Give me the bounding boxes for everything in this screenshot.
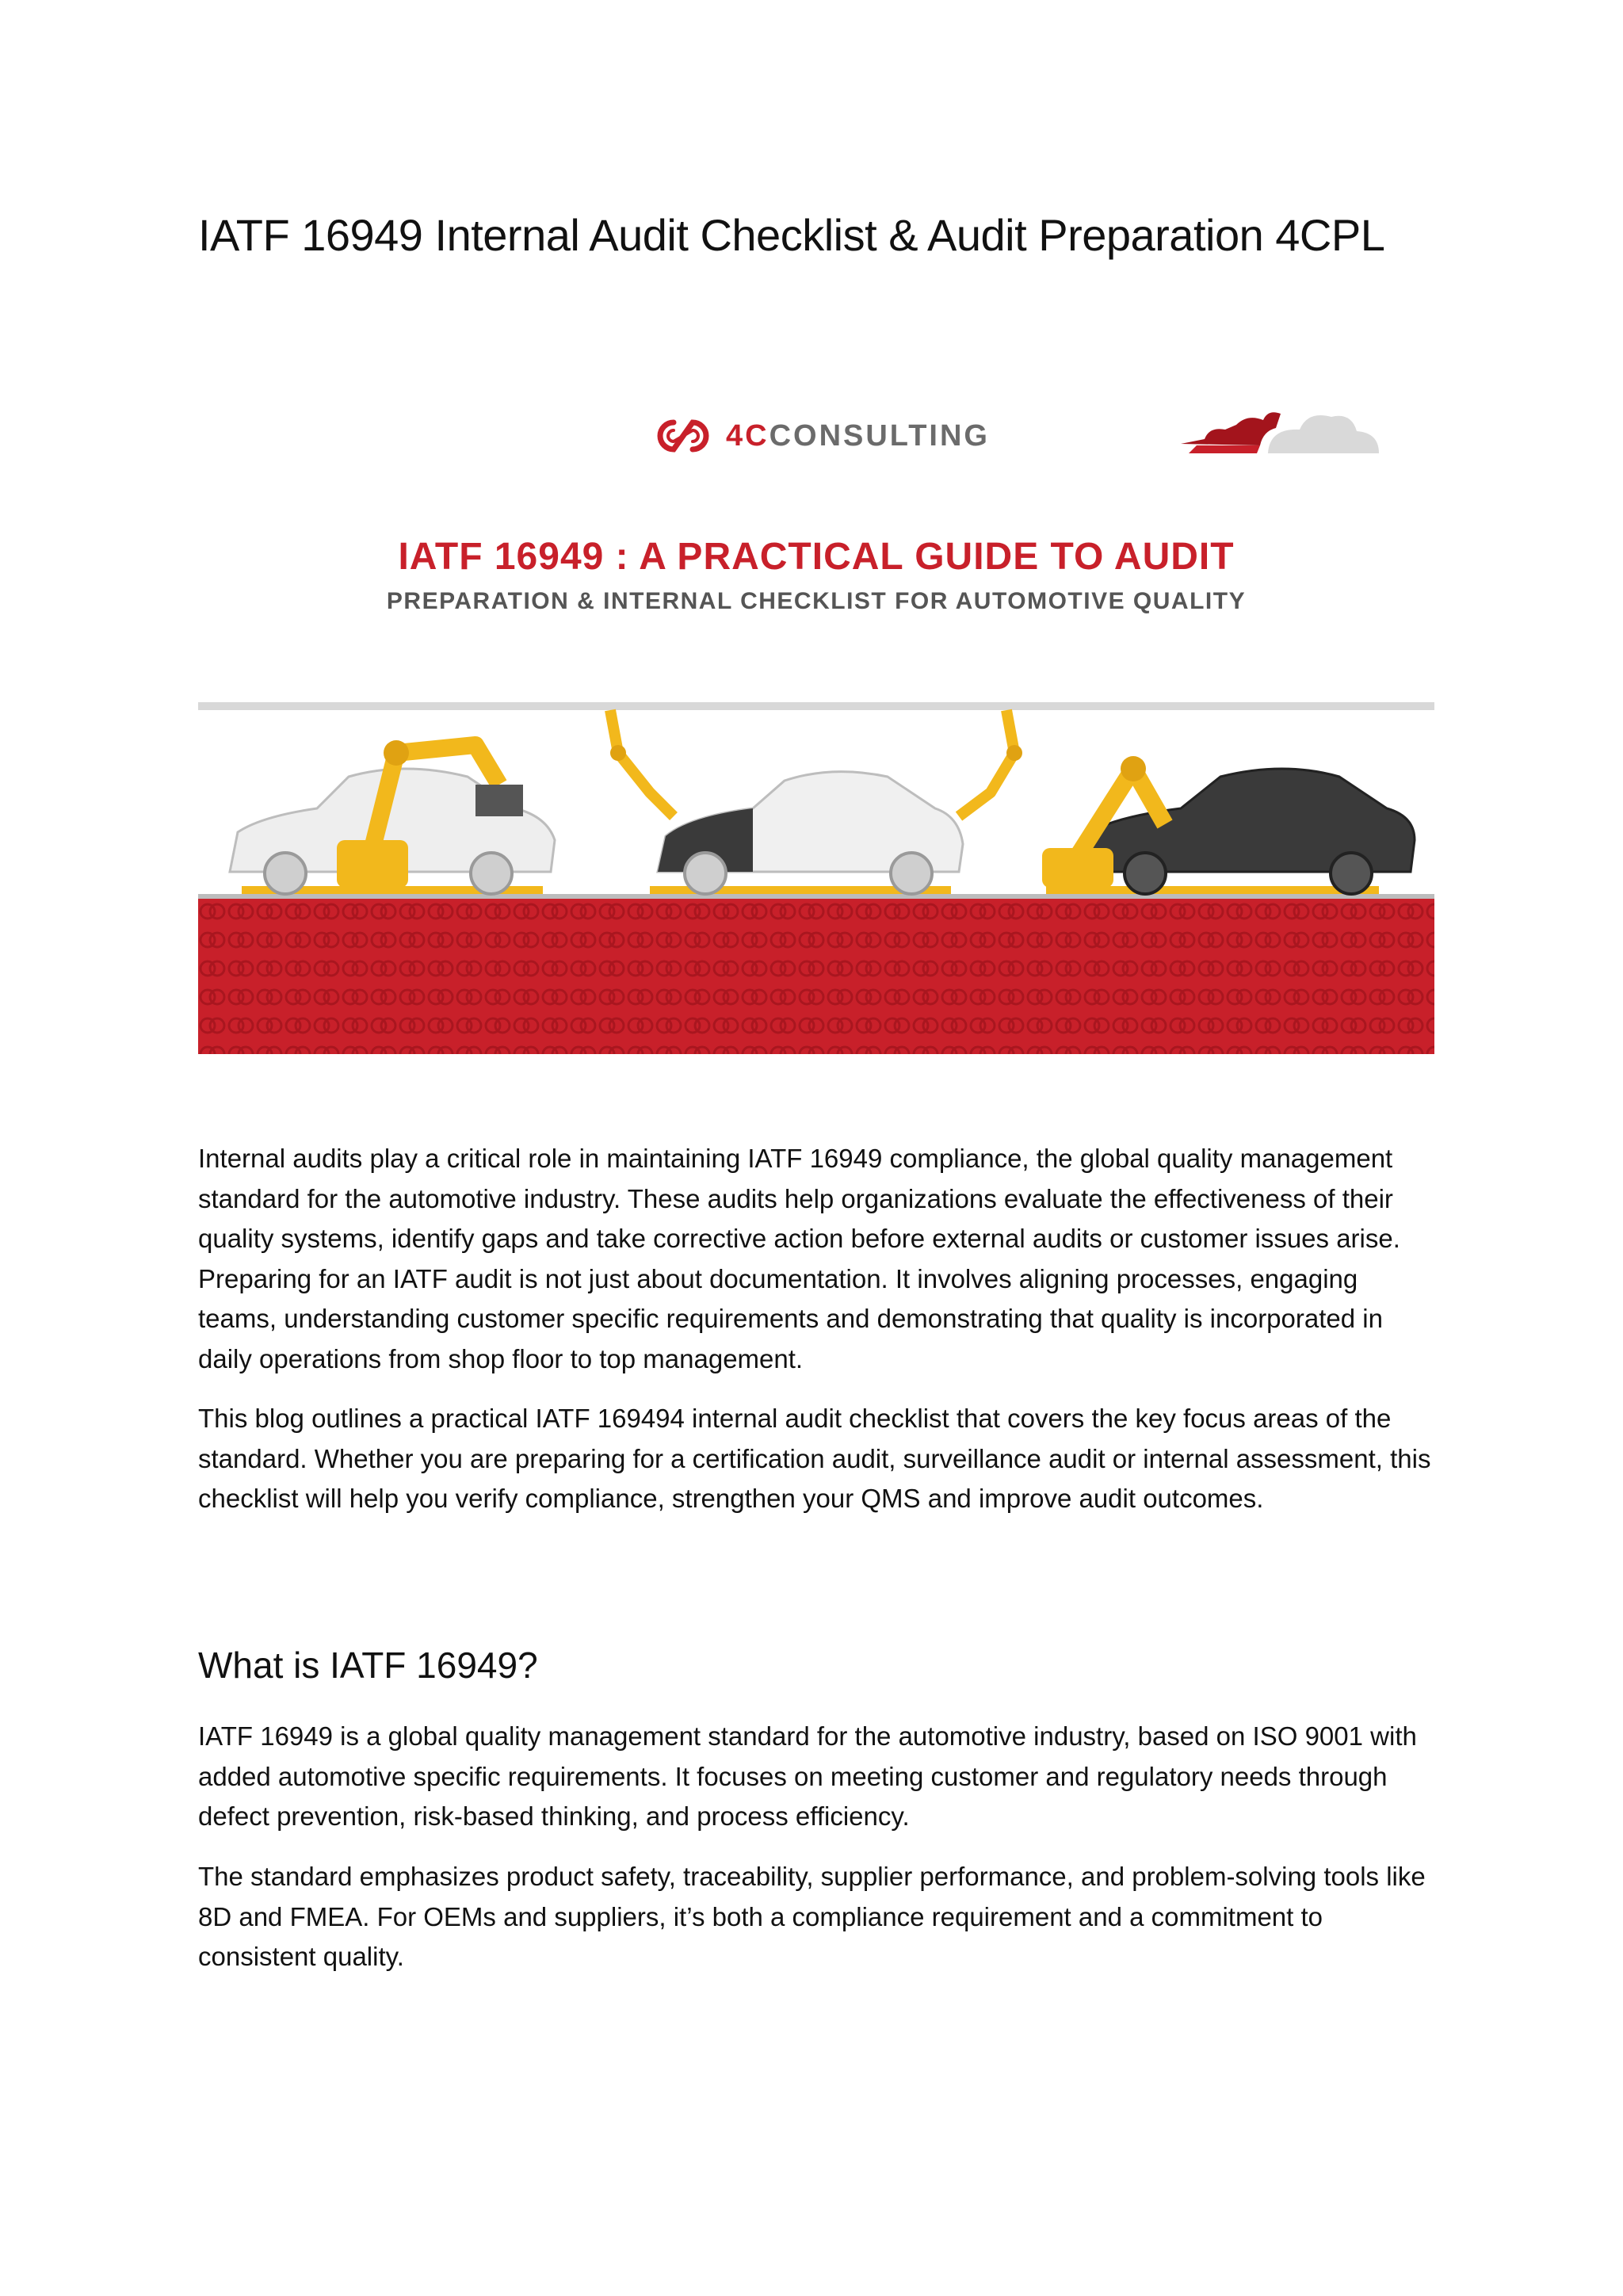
linked-rings-icon [650, 416, 716, 456]
hero-banner [198, 388, 1434, 1054]
clouds-icon [1181, 396, 1387, 460]
page-title: IATF 16949 Internal Audit Checklist & Audit Preparation 4CPL [198, 210, 1385, 260]
section-heading: What is IATF 16949? [198, 1645, 538, 1686]
intro-paragraph-2: This blog outlines a practical IATF 169494 internal audit checklist that covers the key focus areas of the standard. Whether you are preparing for a certification audit, surveillance audit or internal assessment, this checklist will help you verify compliance, strengthen your QMS and improve audit outcomes. [198, 1404, 1431, 1513]
section-paragraph-1: IATF 16949 is a global quality management standard for the automotive industry, based on ISO 9001 with added automotive specific requirements. It focuses on meeting customer and regulatory needs through defect prevention, risk-based thinking, and process efficiency. [198, 1721, 1417, 1831]
logo-suffix: CONSULTING [769, 418, 990, 453]
section-paragraph-2: The standard emphasizes product safety, traceability, supplier performance, and problem-solving tools like 8D and FMEA. For OEMs and suppliers, it’s both a compliance requirement and a commitment to consistent quality. [198, 1862, 1426, 1971]
banner-subheading: PREPARATION & INTERNAL CHECKLIST FOR AUTOMOTIVE QUALITY [386, 588, 1247, 614]
logo-prefix: 4C [726, 418, 769, 453]
brand-logo [650, 412, 990, 460]
banner-heading: IATF 16949 : A PRACTICAL GUIDE TO AUDIT [398, 536, 1235, 578]
assembly-line-illustration [198, 697, 1434, 1054]
intro-paragraph-1: Internal audits play a critical role in maintaining IATF 16949 compliance, the global quality management standard for the automotive industry. These audits help organizations evaluate the effectiveness of their quality systems, identify gaps and take corrective action before external audits or customer issues arise. Preparing for an IATF audit is not just about documentation. It involves aligning processes, engaging teams, understanding customer specific requirements and demonstrating that quality is incorporated in daily operations from shop floor to top management. [198, 1144, 1400, 1373]
car-2 [658, 772, 963, 894]
